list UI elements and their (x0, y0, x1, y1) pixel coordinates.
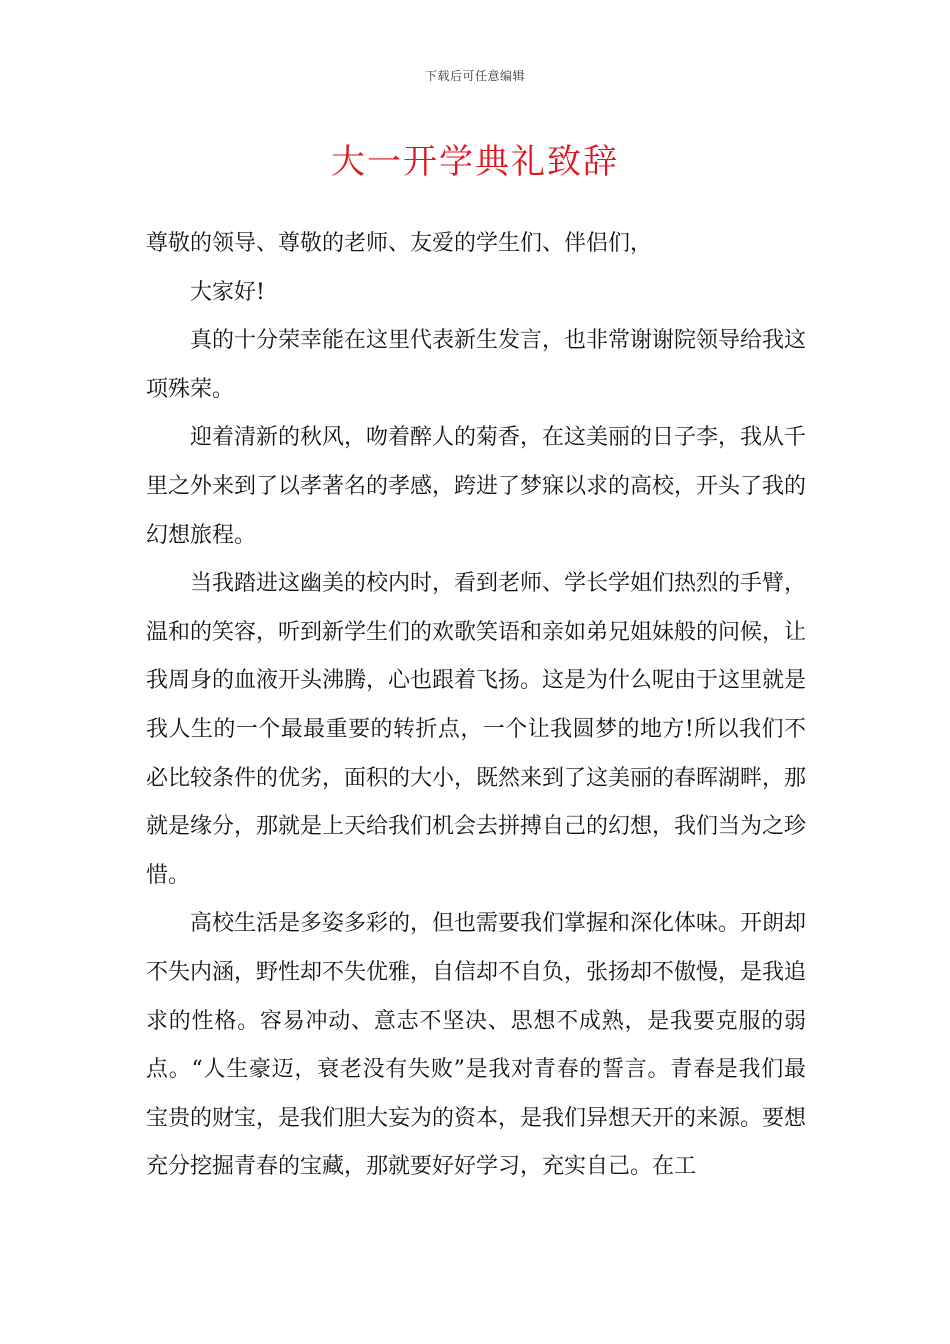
paragraph-college-life: 高校生活是多姿多彩的，但也需要我们掌握和深化体味。开朗却不失内涵，野性却不失优雅，自信却不自负，张扬却不傲慢，是我追求的性格。容易冲动、意志不坚决、思想不成熟，是我要克服的弱点。“人生豪迈，衰老没有失败”是我对青春的誓言。青春是我们最宝贵的财宝，是我们胆大妄为的资本，是我们异想天开的来源。要想充分挖掘青春的宝藏，那就要好好学习，充实自己。在工 (146, 911, 807, 1180)
header-note: 下载后可任意编辑 (424, 69, 525, 83)
document-body (146, 220, 806, 1192)
document-title: 大一开学典礼致辞 (331, 142, 619, 182)
paragraph-campus: 当我踏进这幽美的校内时，看到老师、学长学姐们热烈的手臂，温和的笑容，听到新学生们的欢歌笑语和亲如弟兄姐妹般的问候，让我周身的血液开头沸腾，心也跟着飞扬。这是为什么呢由于这里就是我人生的一个最最重要的转折点，一个让我圆梦的地方!所以我们不必比较条件的优劣，面积的大小，既然来到了这美丽的春晖湖畔，那就是缘分，那就是上天给我们机会去拼搏自己的幻想，我们当为之珍惜。 (146, 571, 807, 888)
paragraph-arrival: 迎着清新的秋风，吻着醉人的菊香，在这美丽的日子李，我从千里之外来到了以孝著名的孝感，跨进了梦寐以求的高校，开头了我的幻想旅程。 (146, 425, 807, 548)
salutation: 尊敬的领导、尊敬的老师、友爱的学生们、伴侣们， (146, 231, 653, 256)
paragraph-greeting: 大家好! (190, 279, 265, 305)
paragraph-honor: 真的十分荣幸能在这里代表新生发言，也非常谢谢院领导给我这项殊荣。 (146, 328, 807, 402)
